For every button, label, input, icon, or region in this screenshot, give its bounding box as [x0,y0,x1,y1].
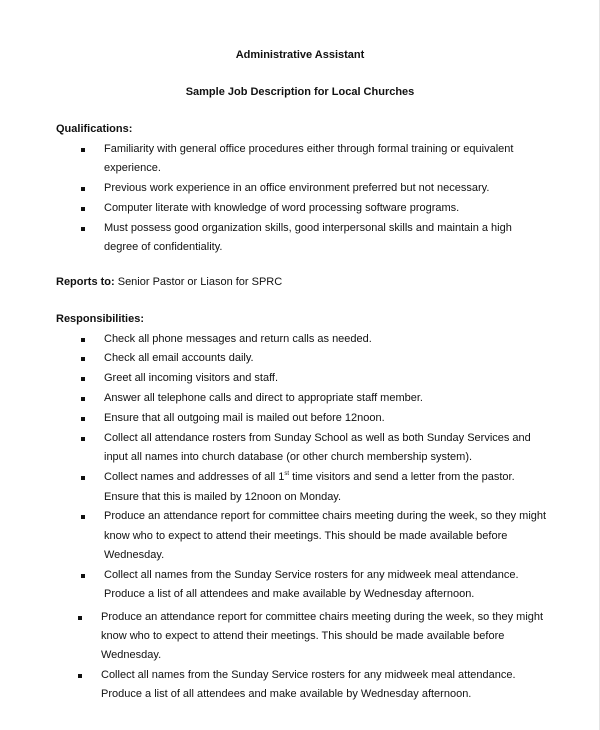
list-item: Greet all incoming visitors and staff. [56,369,548,388]
list-item: Collect all names from the Sunday Service rosters for any midweek meal attendance. Produce a list of all attendees and make available by Wednesday afternoon. [56,566,548,605]
bullet-icon [81,417,85,421]
qualifications-heading: Qualifications: [56,123,133,135]
bullet-icon [78,674,82,678]
responsibilities-section [56,310,556,705]
bullet-icon [81,338,85,342]
list-item: Computer literate with knowledge of word processing software programs. [56,199,548,218]
list-item: Produce an attendance report for committee chairs meeting during the week, so they might know who to expect to attend their meetings. This should be made available before Wednesday. [56,608,545,666]
bullet-icon [81,437,85,441]
list-item: Must possess good organization skills, good interpersonal skills and maintain a high degree of confidentiality. [56,219,548,258]
bullet-icon [81,377,85,381]
list-item: Check all phone messages and return calls as needed. [56,330,548,349]
bullet-icon [81,187,85,191]
responsibilities-heading: Responsibilities: [56,313,145,325]
list-item: Collect all names from the Sunday Service rosters for any midweek meal attendance. Produce a list of all attendees and make available by Wednesday afternoon. [56,666,545,705]
bullet-icon [78,616,82,620]
list-item: Produce an attendance report for committee chairs meeting during the week, so they might know who to expect to attend their meetings. This should be made available before Wednesday. [56,507,548,565]
document-subtitle: Sample Job Description for Local Churches [185,86,415,98]
qualifications-section [56,120,556,257]
list-item: Check all email accounts daily. [56,349,548,368]
reports-to-label: Reports to: [56,276,115,288]
list-item: Answer all telephone calls and direct to appropriate staff member. [56,389,548,408]
document-title: Administrative Assistant [235,49,365,61]
bullet-icon [81,148,85,152]
reports-to [56,273,556,292]
bullet-icon [81,476,85,480]
list-item: Previous work experience in an office environment preferred but not necessary. [56,179,548,198]
list-item: Collect all attendance rosters from Sunday School as well as both Sunday Services and input all names into church database (or other church membership system). [56,429,548,468]
responsibilities-list [56,330,556,705]
bullet-icon [81,227,85,231]
reports-to-value: Senior Pastor or Liason for SPRC [114,276,283,288]
bullet-icon [81,515,85,519]
bullet-icon [81,397,85,401]
bullet-icon [81,357,85,361]
bullet-icon [81,207,85,211]
bullet-icon [81,574,85,578]
list-item: Collect names and addresses of all 1st time visitors and send a letter from the pastor. Ensure that this is mailed by 12noon on Monday. [56,468,548,507]
list-item: Ensure that all outgoing mail is mailed out before 12noon. [56,409,548,428]
qualifications-list [56,140,556,258]
list-item: Familiarity with general office procedures either through formal training or equivalent experience. [56,140,548,179]
